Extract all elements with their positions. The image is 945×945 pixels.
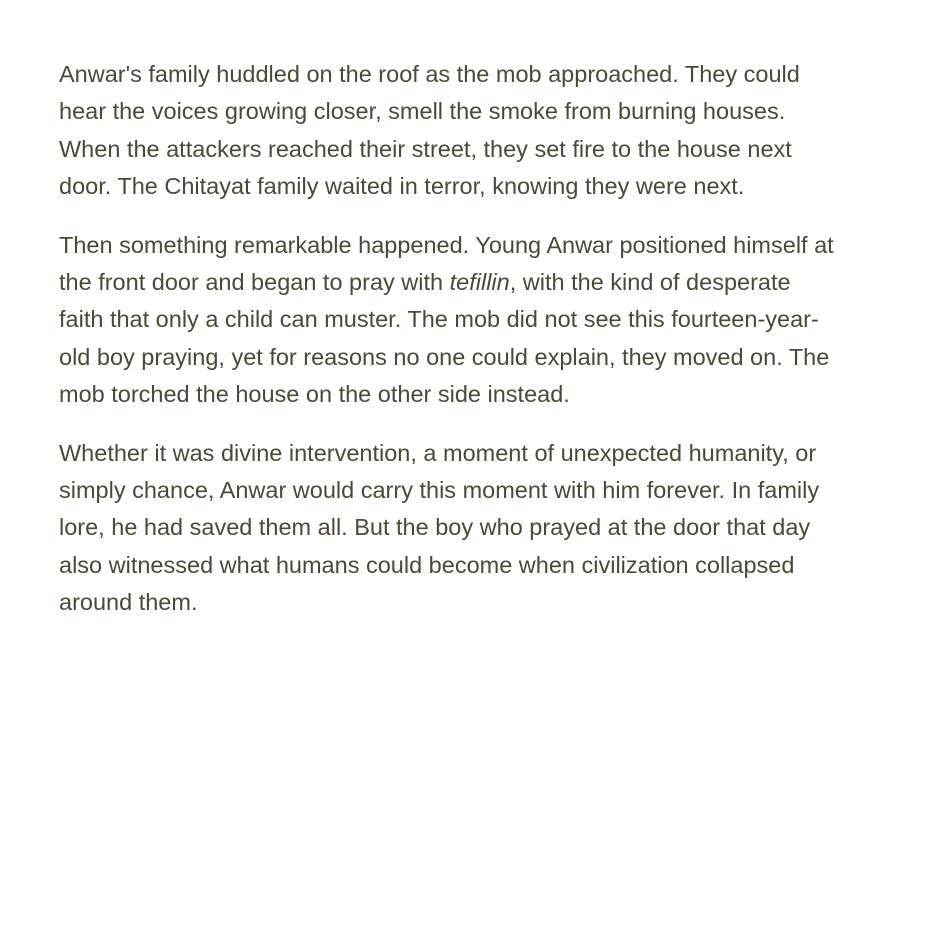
text-run: hear the voices growing closer, smell the smoke from burning houses.: [59, 98, 786, 125]
text-run: Anwar's family huddled on the roof as the mob approached. They could: [59, 61, 800, 87]
text-run: mob torched the house on the other side instead.: [59, 381, 570, 408]
text-run: When the attackers reached their street, they set fire to the house next: [59, 135, 792, 162]
text-run: , with the kind of desperate: [509, 269, 791, 296]
text-line: [59, 301, 899, 338]
text-line: [59, 131, 899, 168]
text-line: [59, 264, 899, 301]
text-line: [59, 435, 899, 472]
text-run: old boy praying, yet for reasons no one could explain, they moved on. The: [59, 343, 830, 370]
text-run: also witnessed what humans could become when civilization collapsed: [59, 551, 795, 578]
text-line: [59, 93, 899, 130]
document-body: [59, 56, 899, 643]
text-run: Whether it was divine intervention, a moment of unexpected humanity, or: [59, 439, 817, 466]
text-run: the front door and began to pray with: [59, 269, 450, 296]
text-line: [59, 227, 899, 264]
text-line: [59, 376, 899, 413]
text-run: lore, he had saved them all. But the boy who prayed at the door that day: [59, 514, 811, 541]
text-line: [59, 584, 899, 621]
text-line: [59, 56, 899, 93]
paragraph: [59, 227, 899, 414]
italic-text-run: tefillin: [449, 269, 510, 296]
text-run: door. The Chitayat family waited in terror, knowing they were next.: [59, 173, 745, 200]
text-run: around them.: [59, 589, 198, 616]
text-run: simply chance, Anwar would carry this moment with him forever. In family: [59, 477, 820, 504]
text-run: Then something remarkable happened. Young Anwar positioned himself at: [59, 231, 834, 258]
text-run: faith that only a child can muster. The mob did not see this fourteen-year-: [59, 306, 819, 333]
paragraph: [59, 56, 899, 206]
text-line: [59, 509, 899, 546]
paragraph: [59, 435, 899, 622]
text-line: [59, 547, 899, 584]
text-line: [59, 339, 899, 376]
text-line: [59, 472, 899, 509]
text-line: [59, 168, 899, 205]
